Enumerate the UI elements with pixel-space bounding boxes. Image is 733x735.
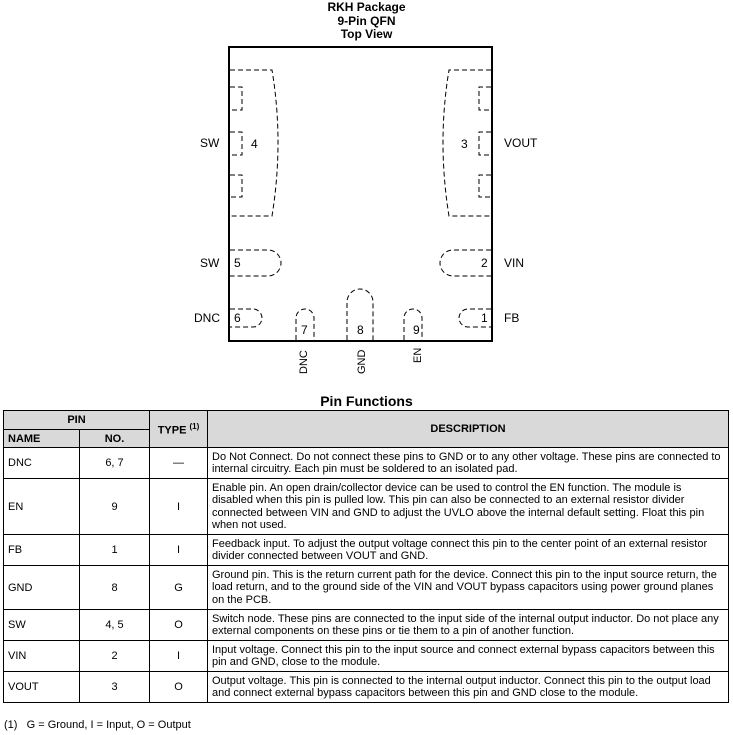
row-type: — <box>150 448 208 479</box>
pad-4-notch-mid <box>230 132 242 155</box>
row-name: VIN <box>4 641 80 672</box>
table-row <box>4 479 729 535</box>
row-no: 1 <box>80 535 150 566</box>
row-no: 2 <box>80 641 150 672</box>
row-name: FB <box>4 535 80 566</box>
pin-label-dnc-7: DNC <box>298 350 310 374</box>
pad-3-notch-top <box>479 87 491 110</box>
table-row <box>4 448 729 479</box>
pad-3-notch-mid <box>479 132 491 155</box>
row-no: 8 <box>80 566 150 610</box>
row-description: Do Not Connect. Do not connect these pins to GND or to any other voltage. These pins are connected to internal circuitry. Each pin must be soldered to an isolated pad. <box>208 448 729 479</box>
pin-label-sw-5: SW <box>200 256 220 270</box>
row-type: O <box>150 610 208 641</box>
pad-3-notch-bottom <box>479 175 491 197</box>
pin-label-vout-3: VOUT <box>504 136 538 150</box>
row-description: Feedback input. To adjust the output voltage connect this pin to the center point of an external resistor divider connected between VOUT and GND. <box>208 535 729 566</box>
pin-label-vin-2: VIN <box>504 256 525 270</box>
pin-number-7: 7 <box>301 323 308 337</box>
pin-number-1: 1 <box>481 311 488 325</box>
package-title-line1: RKH Package <box>327 0 406 14</box>
package-title-line3: Top View <box>340 27 393 41</box>
header-description: DESCRIPTION <box>208 411 729 448</box>
table-row <box>4 610 729 641</box>
row-no: 6, 7 <box>80 448 150 479</box>
row-description: Input voltage. Connect this pin to the input source and connect external bypass capacitors between this pin and GND, close to the module. <box>208 641 729 672</box>
pin-label-sw-4: SW <box>200 136 220 150</box>
header-type: TYPE $^{(1)}$ <box>150 411 208 448</box>
package-outline <box>229 47 492 341</box>
package-title-line2: 9-Pin QFN <box>337 13 396 28</box>
pin-number-6: 6 <box>234 311 241 325</box>
row-description: Enable pin. An open drain/collector device can be used to control the EN function. The module is disabled when this pin is pulled low. This pin can also be connected to an external resistor divider connected between VIN and GND to adjust the UVLO above the internal default setting. Float this pin when not used. <box>208 479 729 535</box>
table-row <box>4 535 729 566</box>
row-name: EN <box>4 479 80 535</box>
row-type: I <box>150 641 208 672</box>
pin-functions-title: Pin Functions <box>320 393 413 409</box>
pin-number-2: 2 <box>481 256 488 270</box>
row-name: SW <box>4 610 80 641</box>
row-type: I <box>150 479 208 535</box>
row-no: 9 <box>80 479 150 535</box>
header-pin: PIN <box>4 411 150 430</box>
pin-number-8: 8 <box>357 323 364 337</box>
pin-label-fb-1: FB <box>504 311 520 325</box>
pin-label-dnc-6: DNC <box>194 311 220 325</box>
row-type: O <box>150 672 208 703</box>
footnote: (1) G = Ground, I = Input, O = Output <box>4 719 191 731</box>
pin-number-5: 5 <box>234 256 241 270</box>
pin-number-9: 9 <box>413 323 420 337</box>
pin-number-4: 4 <box>251 137 258 151</box>
pin-label-en-9: EN <box>412 347 424 363</box>
row-name: VOUT <box>4 672 80 703</box>
row-name: GND <box>4 566 80 610</box>
row-description: Ground pin. This is the return current path for the device. Connect this pin to the input source return, the load return, and to the ground side of the VIN and VOUT bypass capacitors using power ground planes on the PCB. <box>208 566 729 610</box>
row-name: DNC <box>4 448 80 479</box>
header-name: NAME <box>4 430 80 448</box>
row-no: 3 <box>80 672 150 703</box>
row-type: G <box>150 566 208 610</box>
row-no: 4, 5 <box>80 610 150 641</box>
pin-number-3: 3 <box>461 137 468 151</box>
pin-functions-table <box>3 410 729 703</box>
header-no: NO. <box>80 430 150 448</box>
table-row <box>4 641 729 672</box>
row-description: Switch node. These pins are connected to the input side of the internal output inductor. Do not place any external components on these pins or tie them to a pin of another function. <box>208 610 729 641</box>
pad-4-notch-bottom <box>230 175 242 197</box>
row-type: I <box>150 535 208 566</box>
table-row <box>4 566 729 610</box>
table-row <box>4 672 729 703</box>
pad-4-notch-top <box>230 87 242 110</box>
pin-label-gnd-8: GND <box>356 349 368 374</box>
row-description: Output voltage. This pin is connected to the internal output inductor. Connect this pin to the output load and connect external bypass capacitors between this pin and GND close to the module. <box>208 672 729 703</box>
